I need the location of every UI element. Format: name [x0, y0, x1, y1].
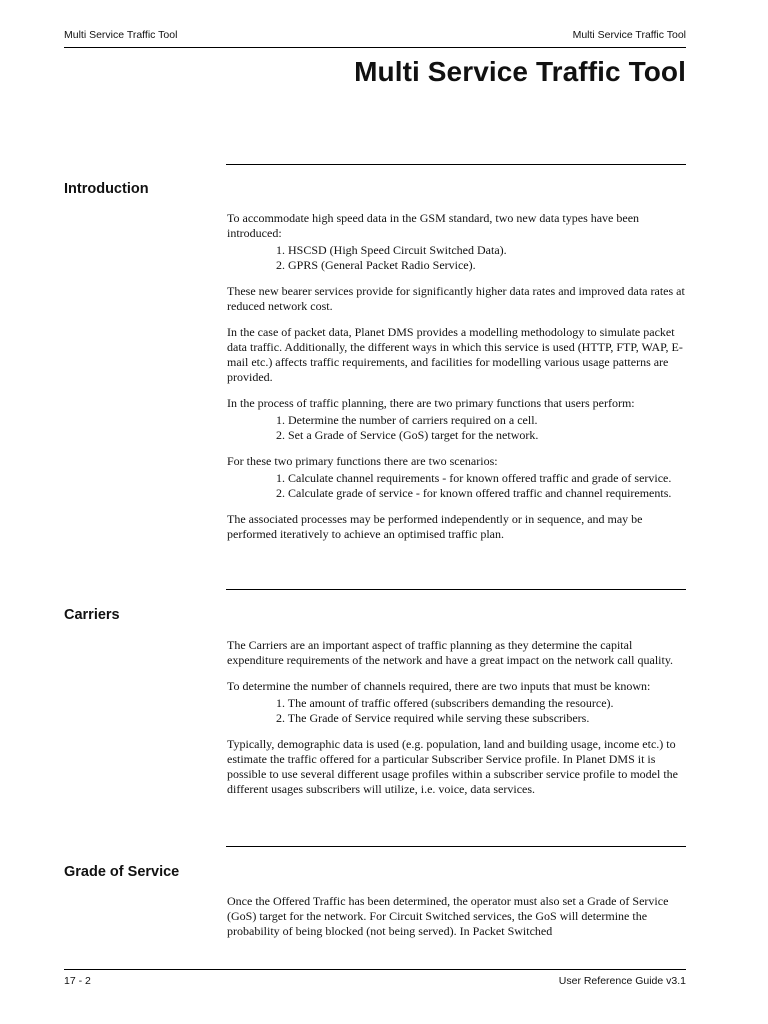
header-divider: [64, 47, 686, 48]
header-left-text: Multi Service Traffic Tool: [64, 29, 178, 41]
grade-of-service-body: [227, 894, 689, 939]
list-item: 1. Calculate channel requirements - for known offered traffic and grade of service.: [276, 471, 672, 485]
heading-grade-of-service: Grade of Service: [64, 864, 180, 880]
intro-paragraph-6: The associated processes may be performed independently or in sequence, and may be performed iteratively to achieve an optimised traffic plan.: [227, 512, 643, 541]
list-item: 2. GPRS (General Packet Radio Service).: [276, 258, 476, 272]
footer-divider: [64, 969, 686, 970]
carriers-paragraph-1: The Carriers are an important aspect of traffic planning as they determine the capital expenditure requirements of the network and have a great impact on the network call quality.: [227, 638, 674, 667]
carriers-body: [227, 638, 689, 797]
heading-introduction: Introduction: [64, 181, 149, 197]
introduction-body: [227, 211, 689, 542]
intro-paragraph-3: In the case of packet data, Planet DMS provides a modelling methodology to simulate packet data traffic. Additionally, the different ways in which this service is used (HTTP, FTP, WAP, E-mail etc.) affects traffic requirements, and facilities for modelling various usage patterns are provided.: [227, 325, 683, 384]
intro-paragraph-5: For these two primary functions there are two scenarios:: [227, 454, 498, 468]
carriers-paragraph-3: Typically, demographic data is used (e.g. population, land and building usage, income etc.) to estimate the traffic offered for a particular Subscriber Service profile. In Planet DMS it is possible to use several different usage profiles within a subscriber service profile to model the different usages subscribers will utilize, i.e. voice, data services.: [227, 737, 678, 796]
page-number: 17 - 2: [64, 975, 91, 987]
gos-paragraph-1: Once the Offered Traffic has been determined, the operator must also set a Grade of Service (GoS) target for the network. For Circuit Switched services, the GoS will determine the probability of being blocked (not being served). In Packet Switched: [227, 894, 669, 938]
carriers-list-inputs: [227, 696, 689, 726]
list-item: 2. Calculate grade of service - for known offered traffic and channel requirements.: [276, 486, 672, 500]
section-divider-carriers: [226, 589, 686, 590]
page-title: Multi Service Traffic Tool: [354, 56, 686, 87]
running-header: [64, 29, 686, 43]
intro-list-scenarios: [227, 471, 689, 501]
section-divider-introduction: [226, 164, 686, 165]
list-item: 2. The Grade of Service required while serving these subscribers.: [276, 711, 590, 725]
list-item: 1. Determine the number of carriers required on a cell.: [276, 413, 538, 427]
intro-paragraph-4: In the process of traffic planning, there are two primary functions that users perform:: [227, 396, 635, 410]
intro-list-data-types: [227, 243, 689, 273]
list-item: 2. Set a Grade of Service (GoS) target for the network.: [276, 428, 539, 442]
intro-paragraph-2: These new bearer services provide for significantly higher data rates and improved data rates at reduced network cost.: [227, 284, 685, 313]
intro-list-functions: [227, 413, 689, 443]
section-divider-grade-of-service: [226, 846, 686, 847]
carriers-paragraph-2: To determine the number of channels required, there are two inputs that must be known:: [227, 679, 651, 693]
list-item: 1. The amount of traffic offered (subscribers demanding the resource).: [276, 696, 614, 710]
list-item: 1. HSCSD (High Speed Circuit Switched Data).: [276, 243, 507, 257]
header-right-text: Multi Service Traffic Tool: [572, 29, 686, 41]
footer-document-title: User Reference Guide v3.1: [558, 975, 686, 987]
heading-carriers: Carriers: [64, 607, 120, 623]
running-footer: [64, 975, 686, 989]
intro-paragraph-1: To accommodate high speed data in the GSM standard, two new data types have been introduced:: [227, 211, 640, 240]
